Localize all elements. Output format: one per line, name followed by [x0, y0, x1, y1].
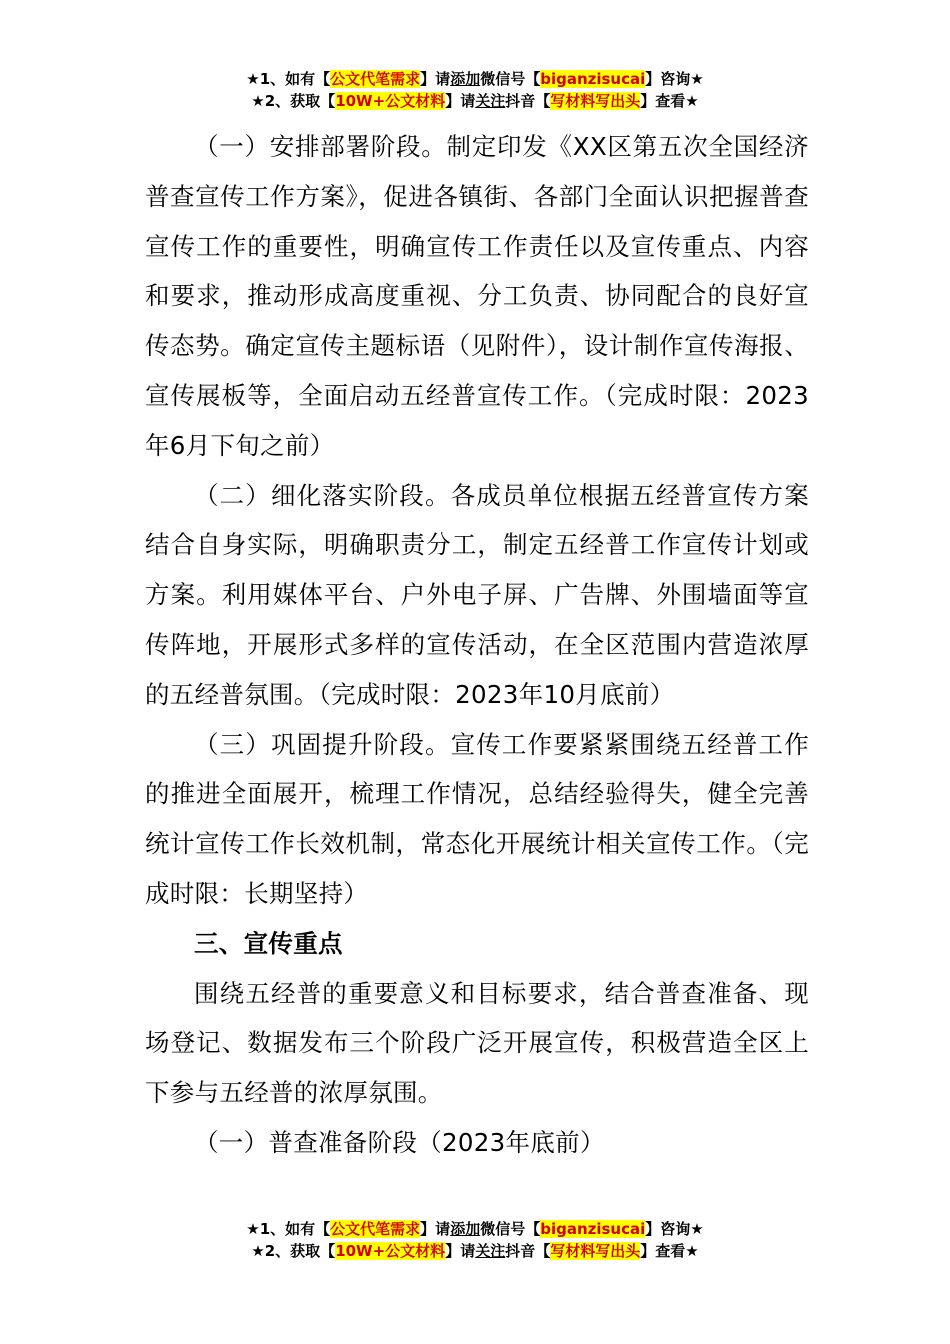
banner-highlight: 写材料写出头 [550, 1242, 641, 1260]
banner-highlight: 10W+公文材料 [335, 1242, 446, 1260]
paragraph-stage-2: （二）细化落实阶段。各成员单位根据五经普宣传方案结合自身实际，明确职责分工，制定五经普工作宣传计划或方案。利用媒体平台、户外电子屏、广告牌、外围墙面等宣传阵地，开展形式多样的宣传活动，在全区范围内营造浓厚的五经普氛围。（完成时限：2023年10月底前） [145, 480, 809, 709]
banner-highlight: 公文代笔需求 [330, 70, 421, 88]
banner-underlined: 关注 [475, 92, 506, 110]
banner-line-2 [0, 90, 950, 112]
banner-text: ★1、如有【 [246, 70, 331, 88]
paragraph-stage-3: （三）巩固提升阶段。宣传工作要紧紧围绕五经普工作的推进全面展开，梳理工作情况，总结经验得失，健全完善统计宣传工作长效机制，常态化开展统计相关宣传工作。（完成时限：长期坚持） [145, 729, 809, 908]
banner-text: 抖音【 [505, 1242, 551, 1260]
footer-banner [0, 1218, 950, 1262]
banner-text: ★2、获取【 [251, 1242, 336, 1260]
banner-line-2 [0, 1240, 950, 1262]
banner-text: 】请 [420, 70, 451, 88]
banner-highlight: 写材料写出头 [550, 92, 641, 110]
banner-text: 】查看★ [640, 1242, 699, 1260]
banner-highlight: biganzisucai [540, 70, 646, 88]
banner-text: 】查看★ [640, 92, 699, 110]
subheading-prep-stage: （一）普查准备阶段（2023年底前） [194, 1127, 605, 1157]
banner-highlight: 公文代笔需求 [330, 1220, 421, 1238]
banner-underlined: 添加 [450, 1220, 481, 1238]
banner-line-1 [0, 68, 950, 90]
banner-underlined: 添加 [450, 70, 481, 88]
banner-text: 】咨询★ [645, 1220, 704, 1238]
banner-text: 】请 [445, 92, 476, 110]
section-heading: 三、宣传重点 [194, 928, 343, 958]
banner-line-1 [0, 1218, 950, 1240]
banner-text: 】咨询★ [645, 70, 704, 88]
banner-highlight: biganzisucai [540, 1220, 646, 1238]
banner-text: 】请 [420, 1220, 451, 1238]
header-banner [0, 68, 950, 112]
banner-text: 微信号【 [480, 1220, 541, 1238]
banner-text: ★1、如有【 [246, 1220, 331, 1238]
document-body [145, 122, 809, 1168]
banner-underlined: 关注 [475, 1242, 506, 1260]
banner-text: 抖音【 [505, 92, 551, 110]
banner-text: ★2、获取【 [251, 92, 336, 110]
banner-text: 】请 [445, 1242, 476, 1260]
paragraph-intro: 围绕五经普的重要意义和目标要求，结合普查准备、现场登记、数据发布三个阶段广泛开展宣传，积极营造全区上下参与五经普的浓厚氛围。 [145, 978, 809, 1108]
banner-text: 微信号【 [480, 70, 541, 88]
paragraph-stage-1: （一）安排部署阶段。制定印发《XX区第五次全国经济普查宣传工作方案》，促进各镇街、各部门全面认识把握普查宣传工作的重要性，明确宣传工作责任以及宣传重点、内容和要求，推动形成高度重视、分工负责、协同配合的良好宣传态势。确定宣传主题标语（见附件），设计制作宣传海报、宣传展板等，全面启动五经普宣传工作。（完成时限：2023年6月下旬之前） [145, 132, 809, 460]
banner-highlight: 10W+公文材料 [335, 92, 446, 110]
